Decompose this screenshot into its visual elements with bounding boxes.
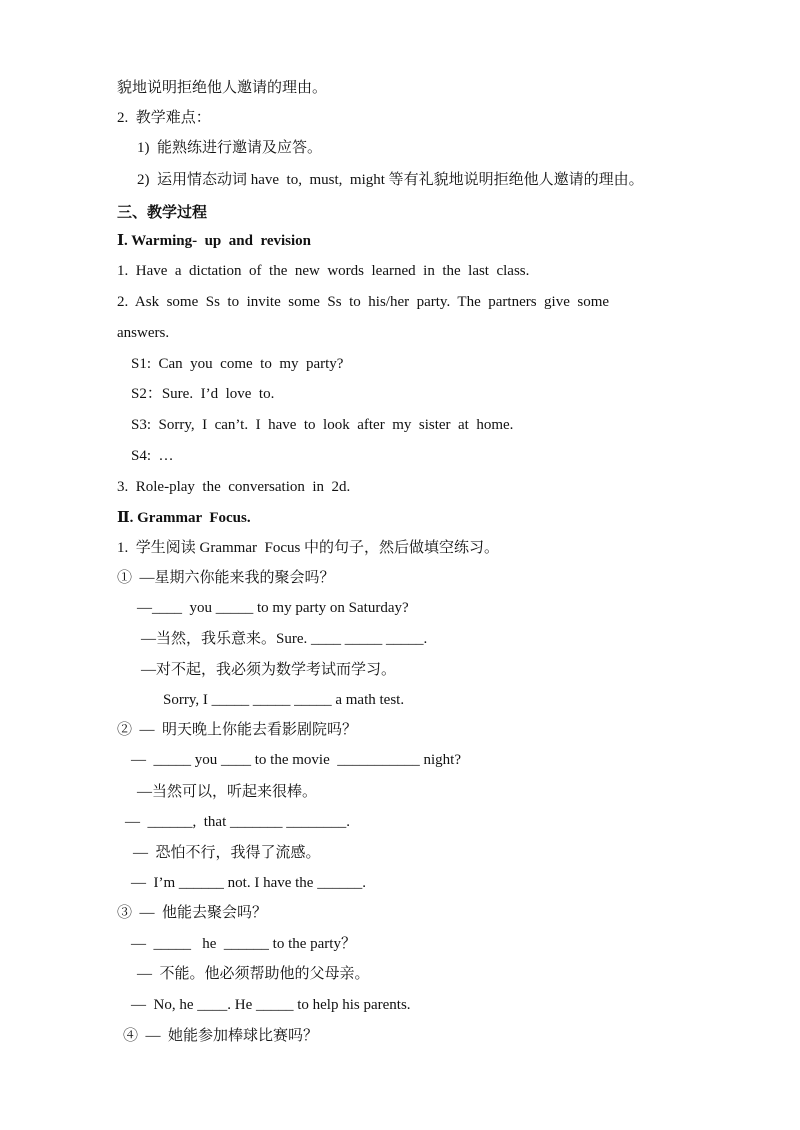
exercise-line: —当然可以，听起来很棒。: [137, 784, 318, 800]
exercise-line: — ______, that _______ ________.: [125, 814, 350, 830]
section-heading: Ⅱ. Grammar Focus.: [117, 510, 251, 526]
text-line: 2. Ask some Ss to invite some Ss to his/her party. The partners give some: [117, 294, 610, 310]
text-line: 貌地说明拒绝他人邀请的理由。: [117, 80, 328, 96]
exercise-item: ④ — 她能参加棒球比赛吗？: [123, 1028, 319, 1044]
exercise-line: —当然，我乐意来。Sure. ____ _____ _____.: [141, 631, 428, 647]
exercise-line: Sorry, I _____ _____ _____ a math test.: [163, 692, 405, 708]
exercise-line: — _____ you ____ to the movie ___________ night?: [131, 752, 461, 768]
dialogue-line: S2：Sure. I’d love to.: [131, 386, 275, 402]
section-heading: 三、教学过程: [117, 203, 208, 221]
exercise-line: — 不能。他必须帮助他的父母亲。: [137, 966, 370, 982]
text-line: 1. 学生阅读 Grammar Focus 中的句子，然后做填空练习。: [117, 540, 500, 556]
dialogue-line: S1: Can you come to my party?: [131, 356, 344, 372]
text-line: 1. Have a dictation of the new words learned in the last class.: [117, 263, 530, 279]
section-heading: Ⅰ. Warming- up and revision: [117, 233, 312, 249]
text-line: answers.: [117, 325, 170, 341]
dialogue-line: S4: …: [131, 448, 174, 464]
text-line: 2) 运用情态动词 have to, must, might 等有礼貌地说明拒绝他人邀请的理由。: [137, 172, 644, 188]
text-line: 2. 教学难点：: [117, 110, 211, 126]
dialogue-line: S3: Sorry, I can’t. I have to look after my sister at home.: [131, 417, 514, 433]
exercise-line: — 恐怕不行，我得了流感。: [133, 845, 321, 861]
exercise-item: ③ — 他能去聚会吗？: [117, 905, 268, 921]
exercise-line: — I’m ______ not. I have the ______.: [131, 875, 366, 891]
text-line: 1) 能熟练进行邀请及应答。: [137, 140, 322, 156]
text-line: 3. Role-play the conversation in 2d.: [117, 479, 351, 495]
exercise-item: ② — 明天晚上你能去看影剧院吗？: [117, 722, 358, 738]
exercise-line: —____ you _____ to my party on Saturday?: [137, 600, 409, 616]
exercise-line: — No, he ____. He _____ to help his parents.: [131, 997, 411, 1013]
exercise-line: — _____ he ______ to the party？: [131, 936, 356, 952]
exercise-item: ① —星期六你能来我的聚会吗？: [117, 570, 335, 586]
exercise-line: —对不起，我必须为数学考试而学习。: [141, 662, 397, 678]
